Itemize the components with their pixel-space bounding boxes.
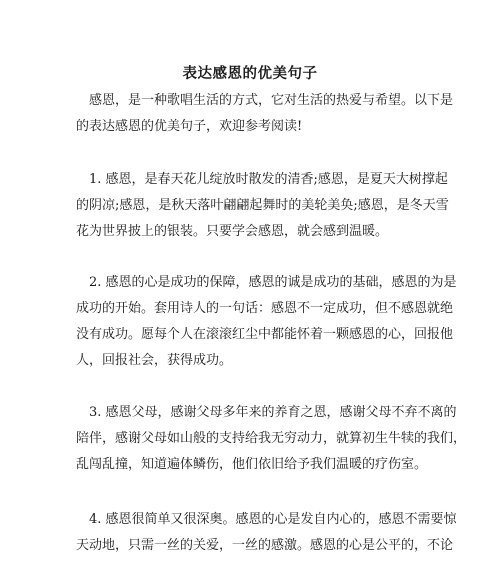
text-line: 1. 感恩，是春天花儿绽放时散发的清香;感恩，是夏天大树撑起 — [89, 172, 448, 187]
paragraph-3 — [76, 400, 467, 478]
text-line: 陪伴，感谢父母如山般的支持给我无穷动力，就算初生牛犊的我们， — [76, 431, 467, 446]
paragraph-4 — [76, 507, 457, 559]
text-line: 4. 感恩很简单又很深奥。感恩的心是发自内心的，感恩不需要惊 — [89, 512, 457, 527]
paragraph-2 — [76, 270, 457, 374]
paragraph-1 — [76, 167, 449, 245]
text-line: 的阴凉;感恩，是秋天落叶翩翩起舞时的美轮美奂;感恩，是冬天雪 — [76, 198, 449, 213]
document-title: 表达感恩的优美句子 — [182, 65, 318, 82]
text-line: 的表达感恩的优美句子，欢迎参考阅读! — [76, 119, 303, 134]
text-line: 花为世界披上的银装。只要学会感恩，就会感到温暖。 — [76, 224, 389, 239]
text-line: 3. 感恩父母，感谢父母多年来的养育之恩，感谢父母不弃不离的 — [89, 405, 457, 420]
text-line: 乱闯乱撞，知道遍体鳞伤，他们依旧给予我们温暖的疗伤室。 — [76, 457, 428, 472]
intro-paragraph — [76, 88, 454, 140]
text-line: 天动地，只需一丝的关爱，一丝的感激。感恩的心是公平的，不论 — [76, 538, 454, 553]
text-line: 成功的开始。套用诗人的一句话：感恩不一定成功，但不感恩就绝 — [76, 301, 454, 316]
text-line: 感恩，是一种歌唱生活的方式，它对生活的热爱与希望。以下是 — [89, 93, 454, 108]
text-line: 人，回报社会，获得成功。 — [76, 353, 233, 368]
text-line: 没有成功。愿每个人在滚滚红尘中都能怀着一颗感恩的心，回报他 — [76, 327, 454, 342]
text-line: 2. 感恩的心是成功的保障，感恩的诚是成功的基础，感恩的为是 — [89, 275, 457, 290]
